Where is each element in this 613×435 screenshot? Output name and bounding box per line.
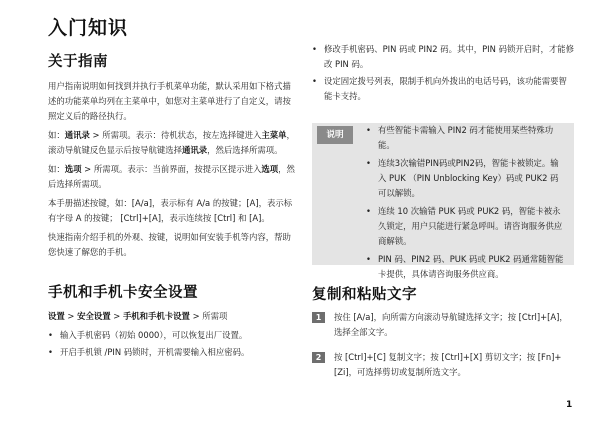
menu-term: 通讯录 <box>182 145 208 155</box>
guide-example-1 <box>48 128 298 158</box>
copy-heading: 复制和粘贴文字 <box>312 287 417 303</box>
example-text: 如： <box>48 164 65 174</box>
copy-step <box>312 310 574 340</box>
bullet-icon: • <box>366 125 371 135</box>
bullet-icon: • <box>366 254 371 264</box>
bullet-icon: • <box>48 330 53 340</box>
bullet-icon: • <box>312 44 317 54</box>
guide-keys: 本手册描述按键，如：[A/a]，表示标有 A/a 的按键；[A]，表示标有字母 A 的按键； [Ctrl]+[A]，表示连续按 [Ctrl] 和 [A]。 <box>48 198 293 223</box>
note-item <box>366 123 566 153</box>
bullet-icon: • <box>312 76 317 86</box>
menu-term: 通讯录 <box>64 130 90 140</box>
page-title: 入门知识 <box>48 17 129 39</box>
right-column-top <box>312 42 574 106</box>
note-list <box>366 123 566 285</box>
security-item <box>312 42 574 72</box>
copy-step <box>312 350 574 380</box>
bullet-icon: • <box>48 347 53 357</box>
menu-term: 主菜单 <box>261 130 287 140</box>
path-separator: > <box>110 311 123 321</box>
bullet-icon: • <box>366 206 371 216</box>
security-item-text: 修改手机密码、PIN 码或 PIN2 码。其中，PIN 码锁开启时，才能修改 PIN 码。 <box>324 44 574 69</box>
note-item <box>366 156 566 201</box>
security-menu-path <box>48 309 298 324</box>
page-number: 1 <box>566 400 573 410</box>
step-text: 按住 [A/a]，向所需方向滚动导航键选择文字；按 [Ctrl]+[A]，选择全部文字。 <box>334 312 568 337</box>
menu-term: 选项 <box>64 164 82 174</box>
step-number: 1 <box>312 312 325 323</box>
note-item <box>366 204 566 249</box>
note-box <box>312 123 574 279</box>
note-item <box>366 252 566 282</box>
bullet-icon: • <box>366 158 371 168</box>
security-heading: 手机和手机卡安全设置 <box>48 285 198 301</box>
menu-term: 安全设置 <box>77 311 111 321</box>
left-column <box>48 50 298 362</box>
example-text: > 所需项。表示：当前界面，按提示区提示进入 <box>81 164 262 174</box>
note-item-text: 连续 10 次输错 PUK 码或 PUK2 码，智能卡被永久锁定，用户只能进行紧急呼叫。请咨询服务供应商解锁。 <box>378 206 563 246</box>
example-text: 如： <box>48 130 65 140</box>
security-item <box>312 74 574 104</box>
security-item-text: 开启手机锁 /PIN 码锁时，开机需要输入相应密码。 <box>60 347 250 357</box>
path-separator: > <box>64 311 78 321</box>
example-text: ，然后选择所需项。 <box>207 145 283 155</box>
security-item <box>48 328 298 343</box>
guide-summary: 快速指南介绍手机的外观、按键，说明如何安装手机等内容，帮助您快速了解您的手机。 <box>48 232 291 257</box>
step-number: 2 <box>312 352 325 363</box>
security-item <box>48 345 298 360</box>
menu-term: 选项 <box>261 164 279 174</box>
example-text: ，滚动导航键反色显示后按导航键选择 <box>48 130 295 155</box>
path-tail: > 所需项 <box>189 311 228 321</box>
guide-heading: 关于指南 <box>48 54 108 70</box>
example-text: > 所需项。表示：待机状态，按左选择键进入 <box>89 130 262 140</box>
security-item-text: 设定固定拨号列表，限制手机向外拨出的电话号码，该功能需要智能卡支持。 <box>324 76 567 101</box>
guide-intro: 用户指南说明如何找到并执行手机菜单功能，默认采用如下格式描述的功能菜单均列在主菜单中，如您对主菜单进行了自定义，请按照定义后的路径执行。 <box>48 81 291 121</box>
note-item-text: 有些智能卡需输入 PIN2 码才能使用某些特殊功能。 <box>378 125 554 150</box>
menu-term: 设置 <box>48 311 65 321</box>
security-item-text: 输入手机密码（初始 0000），可以恢复出厂设置。 <box>60 330 248 340</box>
menu-term: 手机和手机卡设置 <box>122 311 190 321</box>
example-text: ，然后选择所需项。 <box>48 164 295 189</box>
note-item-text: PIN 码、PIN2 码、PUK 码或 PUK2 码通常随智能卡提供，具体请咨询服务供应商。 <box>378 254 564 279</box>
guide-example-2 <box>48 162 298 192</box>
step-text: 按 [Ctrl]+[C] 复制文字；按 [Ctrl]+[X] 剪切文字；按 [Fn]+[Zi]，可选择剪切或复制所选文字。 <box>334 352 562 377</box>
note-label: 说明 <box>317 126 353 144</box>
note-item-text: 连续3次输错PIN码或PIN2码，智能卡被锁定。输入 PUK （PIN Unblocking Key）码或 PUK2 码可以解锁。 <box>378 158 559 198</box>
